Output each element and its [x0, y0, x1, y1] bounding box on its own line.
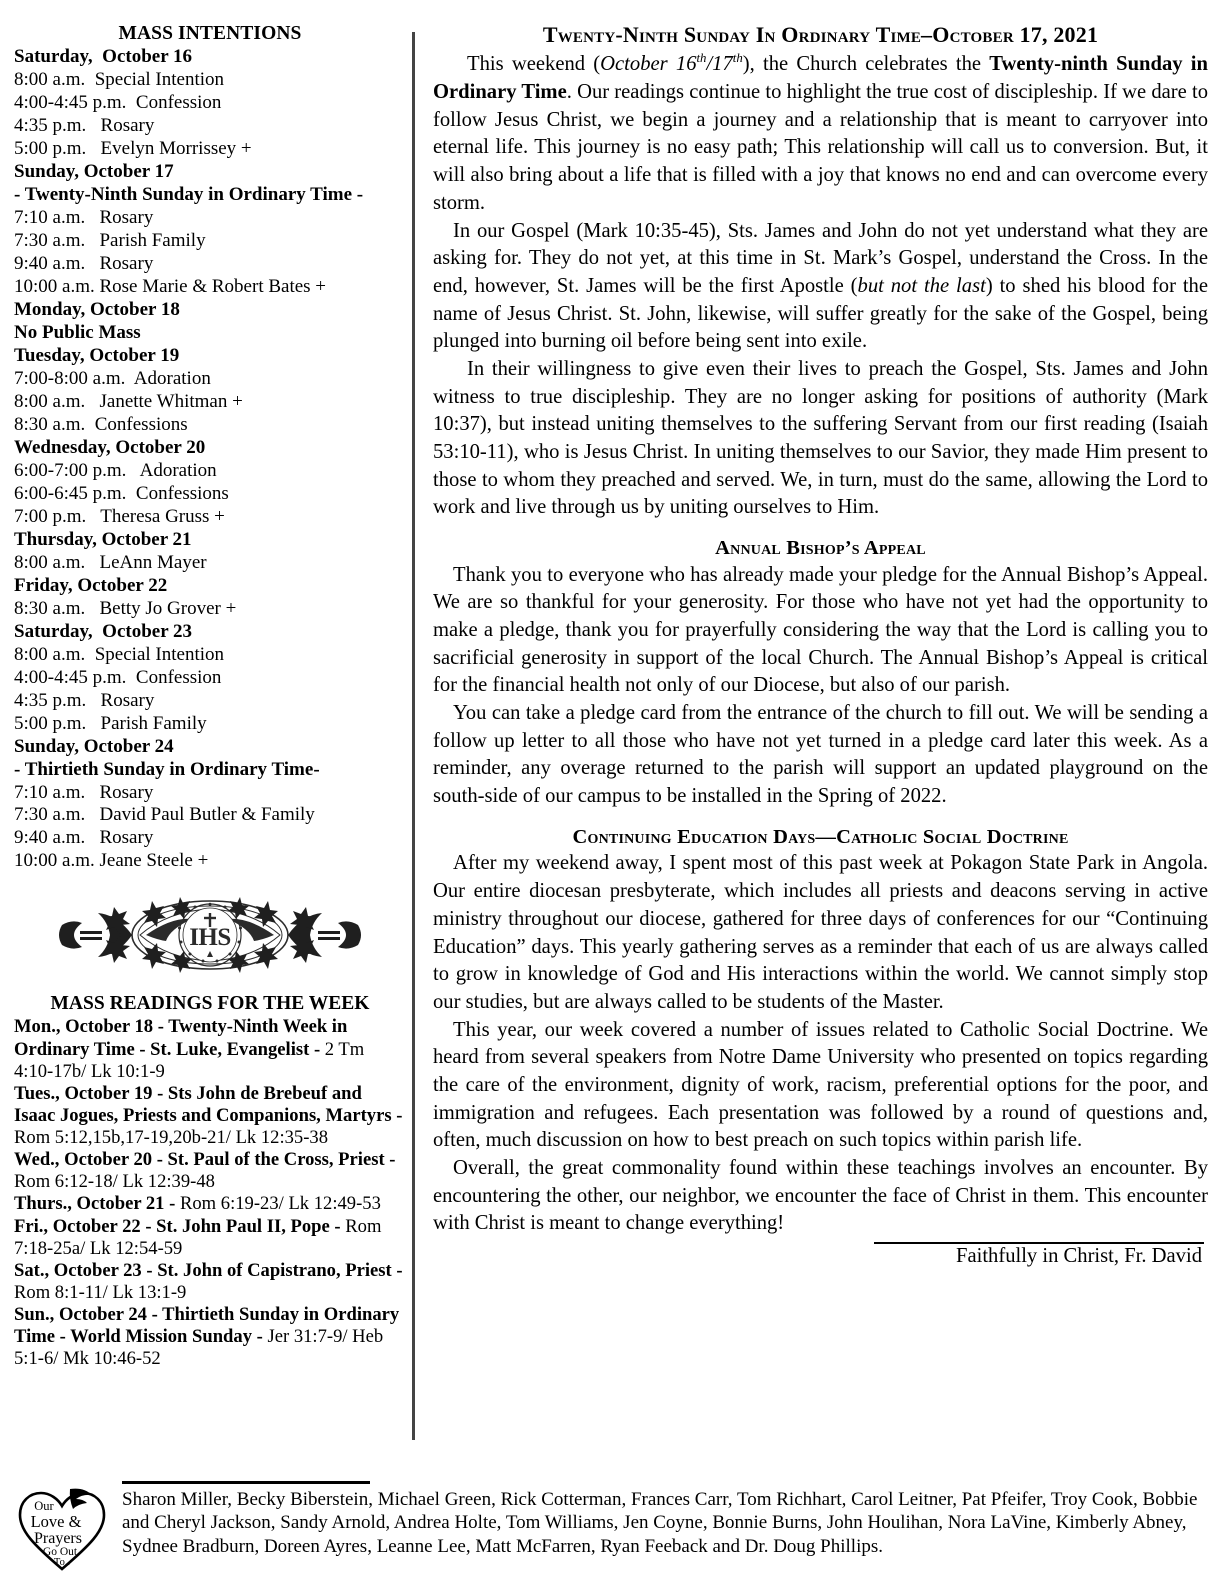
reading-citation: Rom 7:18-25a/ Lk 12:54-59	[14, 1215, 382, 1259]
reading-citation: Rom 6:12-18/ Lk 12:39-48	[14, 1171, 215, 1193]
gospel-paragraph	[433, 218, 1208, 356]
schedule-item: 8:00 a.m. LeAnn Mayer	[14, 551, 207, 573]
gospel-post: ) to shed his blood for the name of Jesus Christ. St. John, likewise, will suffer greatly for the sake of the Gospel, being plunged into burning oil before being sent into exile.	[433, 274, 1208, 353]
schedule-item: 7:30 a.m. Parish Family	[14, 229, 206, 251]
reading-citation: 2 Tm 4:10-17b/ Lk 10:1-9	[14, 1038, 365, 1082]
reading-entry	[14, 1260, 406, 1304]
svg-text:Prayers: Prayers	[34, 1530, 82, 1547]
prayer-list-footer	[14, 1477, 1210, 1580]
mass-readings-list	[14, 1016, 406, 1370]
intro-mid: ), the Church celebrates the	[742, 53, 990, 76]
mass-intentions-list	[14, 46, 406, 873]
signature-text: Faithfully in Christ, Fr. David	[956, 1244, 1202, 1267]
schedule-day-heading: Saturday, October 16	[14, 46, 193, 67]
schedule-day-heading: Sunday, October 17	[14, 160, 174, 182]
reading-entry	[14, 1083, 406, 1149]
reading-entry	[14, 1216, 406, 1260]
annual-bishops-appeal-heading: Annual Bishop’s Appeal	[715, 537, 926, 560]
education-paragraph-2: This year, our week covered a number of issues related to Catholic Social Doctrine. We heard from several speakers from Notre Dame University who presented on topics regarding the care of the environment, dignity of work, racism, preferential options for the poor, and immigration and refugees. Each presentation was followed by a round of questions and, often, much discussion on how to best preach on such topics within parish life.	[433, 1018, 1208, 1152]
reading-day-label: Fri., October 22 - St. John Paul II, Pope -	[14, 1215, 341, 1237]
schedule-item: 8:30 a.m. Confessions	[14, 413, 188, 435]
reading-entry	[14, 1149, 406, 1193]
schedule-day-heading: Monday, October 18	[14, 298, 180, 320]
schedule-day-heading: Friday, October 22	[14, 574, 168, 596]
schedule-day-heading: Thursday, October 21	[14, 528, 192, 550]
signature-rule	[874, 1242, 1204, 1244]
svg-text:IHS: IHS	[189, 924, 231, 952]
ihs-christogram-icon	[40, 887, 380, 983]
reading-day-label: Thurs., October 21 -	[14, 1193, 176, 1215]
schedule-item: 9:40 a.m. Rosary	[14, 252, 154, 274]
schedule-item: 6:00-6:45 p.m. Confessions	[14, 482, 229, 504]
page-title: Twenty-Ninth Sunday In Ordinary Time–October 17, 2021	[542, 22, 1099, 47]
education-paragraph-1: After my weekend away, I spent most of this past week at Pokagon State Park in Angola. Our entire diocesan presbyterate, which includes all priests and deacons serving in active ministry throughout our diocese, gathered for three days of conferences for our “Continuing Education” days. This yearly gathering serves as a reminder that each of us are always called to grow in knowledge of God and His interactions within the world. We cannot simply stop our studies, but are always called to be students of the Master.	[433, 852, 1208, 1013]
intro-sup-a: th	[696, 51, 707, 66]
love-and-prayers-heart-icon	[14, 1483, 110, 1575]
reading-day-label: Sat., October 23 - St. John of Capistrano, Priest -	[14, 1259, 403, 1281]
intro-sup-b: th	[732, 51, 743, 66]
footer-logo-container	[14, 1477, 114, 1580]
gospel-pre: In our Gospel (Mark 10:35-45), Sts. James and John do not yet understand what they are asking for. They do not yet, at this time in St. Mark’s Gospel, understand the Cross. In the end, however, St. James will be the first Apostle (	[433, 219, 1208, 297]
left-column	[14, 22, 412, 1370]
continuing-education-heading: Continuing Education Days—Catholic Social Doctrine	[572, 825, 1069, 848]
ihs-emblem-container	[14, 887, 406, 983]
intro-post: . Our readings continue to highlight the true cost of discipleship. If we dare to follow Jesus Christ, we begin a journey and a relationship that is meant to carryover into eternal life. This journey is no easy path; This relationship will call us to conversion. But, it will also bring about a life that is filled with a joy that knows no end and can overcome every storm.	[433, 81, 1208, 214]
schedule-item: 6:00-7:00 p.m. Adoration	[14, 459, 217, 481]
dove-icon	[70, 1489, 92, 1509]
witness-paragraph: In their willingness to give even their lives to preach the Gospel, Sts. James and John witness to true discipleship. They are no longer asking for positions of authority (Mark 10:37), but instead uniting themselves to the suffering Servant from our first reading (Isaiah 53:10-11), who is Jesus Christ. In uniting themselves to our Savior, they made Him present to those to whom they preached and served. We, in turn, must do the same, allowing the Lord to work and live through us by uniting ourselves to Him.	[433, 357, 1208, 519]
schedule-day-heading: Sunday, October 24	[14, 735, 174, 757]
schedule-item: 8:00 a.m. Janette Whitman +	[14, 390, 243, 412]
svg-text:Our: Our	[34, 1499, 54, 1513]
schedule-item: 7:10 a.m. Rosary	[14, 206, 154, 228]
reading-entry	[14, 1304, 406, 1370]
schedule-item: 9:40 a.m. Rosary	[14, 827, 154, 849]
schedule-item: 7:00 p.m. Theresa Gruss +	[14, 505, 225, 527]
intro-bold-feast: Twenty-ninth Sunday in Ordinary Time	[433, 53, 1208, 104]
schedule-item: 8:00 a.m. Special Intention	[14, 68, 225, 90]
schedule-item: 8:00 a.m. Special Intention	[14, 643, 225, 665]
reading-entry	[14, 1193, 406, 1215]
reading-citation: Rom 5:12,15b,17-19,20b-21/ Lk 12:35-38	[14, 1127, 329, 1149]
intro-pre: This weekend (	[467, 53, 601, 76]
intro-paragraph	[433, 51, 1208, 217]
reading-day-label: Mon., October 18 - Twenty-Ninth Week in Ordinary Time - St. Luke, Evangelist -	[14, 1016, 348, 1060]
prayer-names-list: Sharon Miller, Becky Biberstein, Michael Green, Rick Cotterman, Frances Carr, Tom Richhart, Carol Leitner, Pat Pfeifer, Troy Cook, Bobbie and Cheryl Jackson, Sandy Arnold, Andrea Holte, Tom Williams, Jen Coyne, Bonnie Burns, John Houlihan, Nora LaVine, Kimberly Abney, Sydnee Bradburn, Doreen Ayres, Leanne Lee, Matt McFarren, Ryan Feeback and Dr. Doug Phillips.	[122, 1488, 1198, 1557]
schedule-day-heading: No Public Mass	[14, 321, 141, 343]
reading-citation: Rom 8:1-11/ Lk 13:1-9	[14, 1281, 187, 1303]
reading-day-label: Sun., October 24 - Thirtieth Sunday in Ordinary Time - World Mission Sunday -	[14, 1304, 400, 1348]
schedule-item: 10:00 a.m. Jeane Steele +	[14, 850, 209, 872]
reading-day-label: Tues., October 19 - Sts John de Brebeuf and Isaac Jogues, Priests and Companions, Martyrs -	[14, 1082, 403, 1126]
gospel-italic: but not the last	[857, 274, 986, 297]
schedule-day-heading: Wednesday, October 20	[14, 436, 206, 458]
schedule-item: 5:00 p.m. Parish Family	[14, 712, 207, 734]
signature-block	[433, 1240, 1208, 1268]
mass-readings-title: MASS READINGS FOR THE WEEK	[50, 993, 370, 1015]
footer-rule	[122, 1481, 370, 1484]
schedule-item: 7:10 a.m. Rosary	[14, 781, 154, 803]
reading-citation: Jer 31:7-9/ Heb 5:1-6/ Mk 10:46-52	[14, 1326, 384, 1370]
svg-text:To..: To..	[53, 1557, 71, 1568]
schedule-item: 4:35 p.m. Rosary	[14, 114, 155, 136]
schedule-item: 4:35 p.m. Rosary	[14, 689, 155, 711]
reading-day-label: Wed., October 20 - St. Paul of the Cross, Priest -	[14, 1149, 396, 1171]
schedule-day-heading: - Thirtieth Sunday in Ordinary Time-	[14, 758, 320, 780]
appeal-paragraph-1: Thank you to everyone who has already made your pledge for the Annual Bishop’s Appeal. We are so thankful for your generosity. For those who have not yet had the opportunity to make a pledge, thank you for prayerfully considering the way that the Lord is calling you to sacrificial generosity in support of the local Church. The Annual Bishop’s Appeal is critical for the financial health not only of our Diocese, but also of our parish.	[433, 563, 1208, 697]
schedule-item: 7:00-8:00 a.m. Adoration	[14, 367, 211, 389]
schedule-item: 5:00 p.m. Evelyn Morrissey +	[14, 137, 252, 159]
schedule-item: 8:30 a.m. Betty Jo Grover +	[14, 597, 237, 619]
intro-date-a: October 16	[600, 53, 697, 76]
schedule-day-heading: Saturday, October 23	[14, 620, 193, 642]
mass-intentions-title: MASS INTENTIONS	[118, 23, 302, 44]
schedule-item: 4:00-4:45 p.m. Confession	[14, 91, 222, 113]
schedule-day-heading: Tuesday, October 19	[14, 344, 180, 366]
appeal-paragraph-2: You can take a pledge card from the entrance of the church to fill out. We will be sending a follow up letter to all those who have not yet turned in a pledge card later this week. As a reminder, any overage returned to the parish will support an updated playground on the south-side of our campus to be installed in the Spring of 2022.	[433, 702, 1208, 808]
schedule-day-heading: - Twenty-Ninth Sunday in Ordinary Time -	[14, 183, 364, 205]
schedule-item: 4:00-4:45 p.m. Confession	[14, 666, 222, 688]
schedule-item: 10:00 a.m. Rose Marie & Robert Bates +	[14, 275, 327, 297]
reading-entry	[14, 1016, 406, 1082]
svg-text:Go Out: Go Out	[42, 1546, 78, 1558]
right-column	[415, 22, 1210, 1268]
footer-body	[114, 1477, 1210, 1558]
two-column-layout	[14, 22, 1210, 1442]
reading-citation: Rom 6:19-23/ Lk 12:49-53	[175, 1193, 381, 1215]
schedule-item: 7:30 a.m. David Paul Butler & Family	[14, 804, 315, 826]
intro-date-b: /17	[706, 53, 733, 76]
education-paragraph-3: Overall, the great commonality found within these teachings involves an encounter. By encountering the other, our neighbor, we encounter the face of Christ in them. This encounter with Christ is meant to change everything!	[433, 1157, 1208, 1235]
svg-text:Love &: Love &	[30, 1512, 82, 1531]
